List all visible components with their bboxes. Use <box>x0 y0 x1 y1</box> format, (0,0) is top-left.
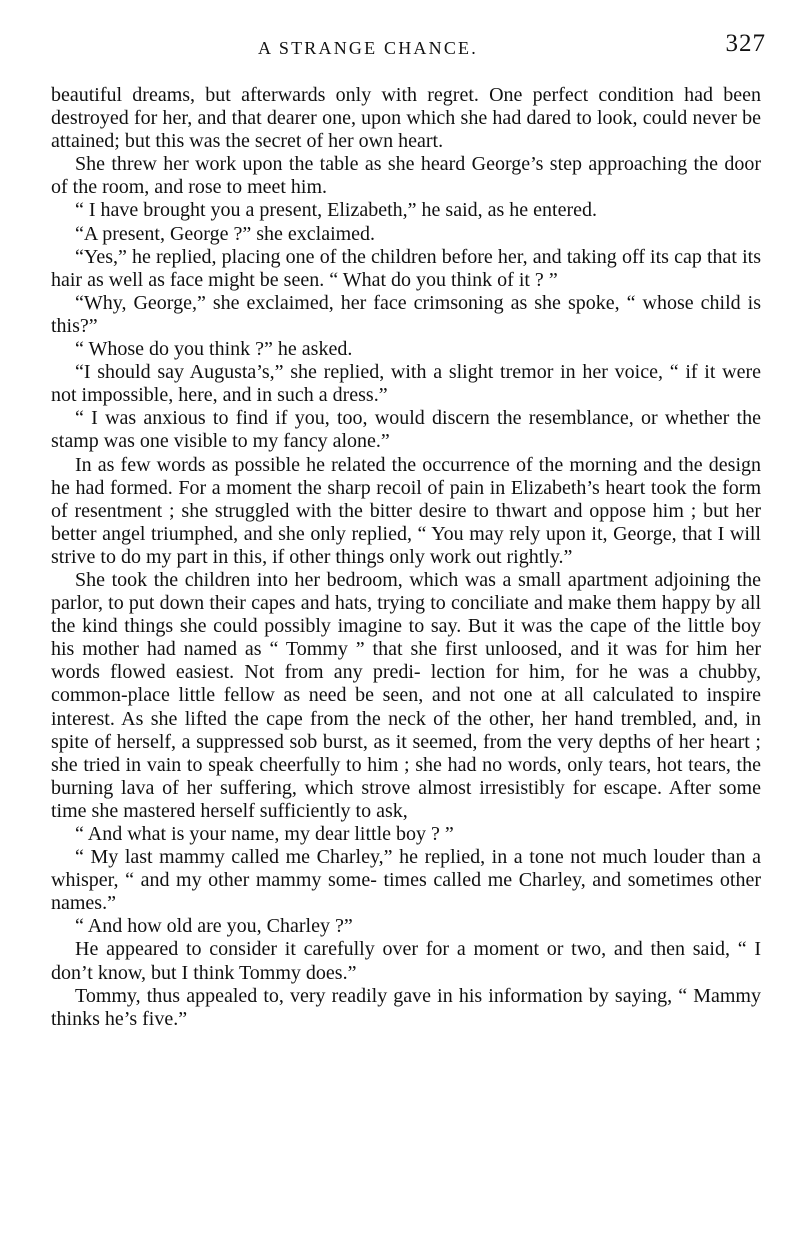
paragraph: Tommy, thus appealed to, very readily gave in his information by saying, “ Mammy thinks he’s five.” <box>51 984 761 1030</box>
paragraph: “Why, George,” she exclaimed, her face crimsoning as she spoke, “ whose child is this?” <box>51 291 761 337</box>
paragraph: “ Whose do you think ?” he asked. <box>75 338 353 361</box>
running-title: A STRANGE CHANCE. <box>258 38 478 58</box>
paragraph: “ I was anxious to find if you, too, would discern the resemblance, or whether the stamp was one visible to my fancy alone.” <box>51 407 761 453</box>
paragraph: He appeared to consider it carefully over for a moment or two, and then said, “ I don’t know, but I think Tommy does.” <box>51 938 761 984</box>
paragraph: In as few words as possible he related the occurrence of the morning and the design he had formed. For a moment the sharp recoil of pain in Elizabeth’s heart took the form of resentment ; she struggled with the bitter desire to thwart and oppose him ; but her better angel triumphed, and she only replied, “ You may rely upon it, George, that I will strive to do my part in this, if other things only work out rightly.” <box>51 453 761 568</box>
paragraph: “ I have brought you a present, Elizabeth,” he said, as he entered. <box>75 199 598 222</box>
paragraph: “ And what is your name, my dear little boy ? ” <box>75 823 454 845</box>
paragraph: beautiful dreams, but afterwards only with regret. One perfect condition had been destroyed for her, and that dearer one, upon which she had dared to look, could never be attained; but this was the secret of her own heart. <box>51 84 761 153</box>
paragraph: “ And how old are you, Charley ?” <box>75 915 353 938</box>
paragraph: “ My last mammy called me Charley,” he replied, in a tone not much louder than a whisper, “ and my other mammy some- times called me Charley, and sometimes other names.” <box>51 846 761 915</box>
paragraph: “Yes,” he replied, placing one of the children before her, and taking off its cap that its hair as well as face might be seen. “ What do you think of it ? ” <box>51 245 761 291</box>
paragraph: She threw her work upon the table as she heard George’s step approaching the door of the room, and rose to meet him. <box>51 153 761 199</box>
body-text <box>51 84 761 1031</box>
paragraph: “I should say Augusta’s,” she replied, with a slight tremor in her voice, “ if it were not impossible, here, and in such a dress.” <box>51 361 761 407</box>
page-number: 327 <box>725 30 766 57</box>
paragraph: She took the children into her bedroom, which was a small apartment adjoining the parlor, to put down their capes and hats, trying to conciliate and make them happy by all the kind things she could possibly imagine to say. But it was the cape of the little boy his mother had named as “ Tommy ” that she first unloosed, and it was for him her words flowed easiest. Not from any predi- lection for him, for he was a chubby, common-place little fellow as need be seen, and not one at all calculated to inspire interest. As she lifted the cape from the neck of the other, her hand trembled, and, in spite of herself, a suppressed sob burst, as it seemed, from the very depths of her heart ; she tried in vain to speak cheerfully to him ; she had no words, only tears, hot tears, the burning lava of her suffering, which strove almost irresistibly for escape. After some time she mastered herself sufficiently to ask, <box>51 568 761 822</box>
paragraph: “A present, George ?” she exclaimed. <box>75 222 376 245</box>
running-header <box>0 30 810 66</box>
